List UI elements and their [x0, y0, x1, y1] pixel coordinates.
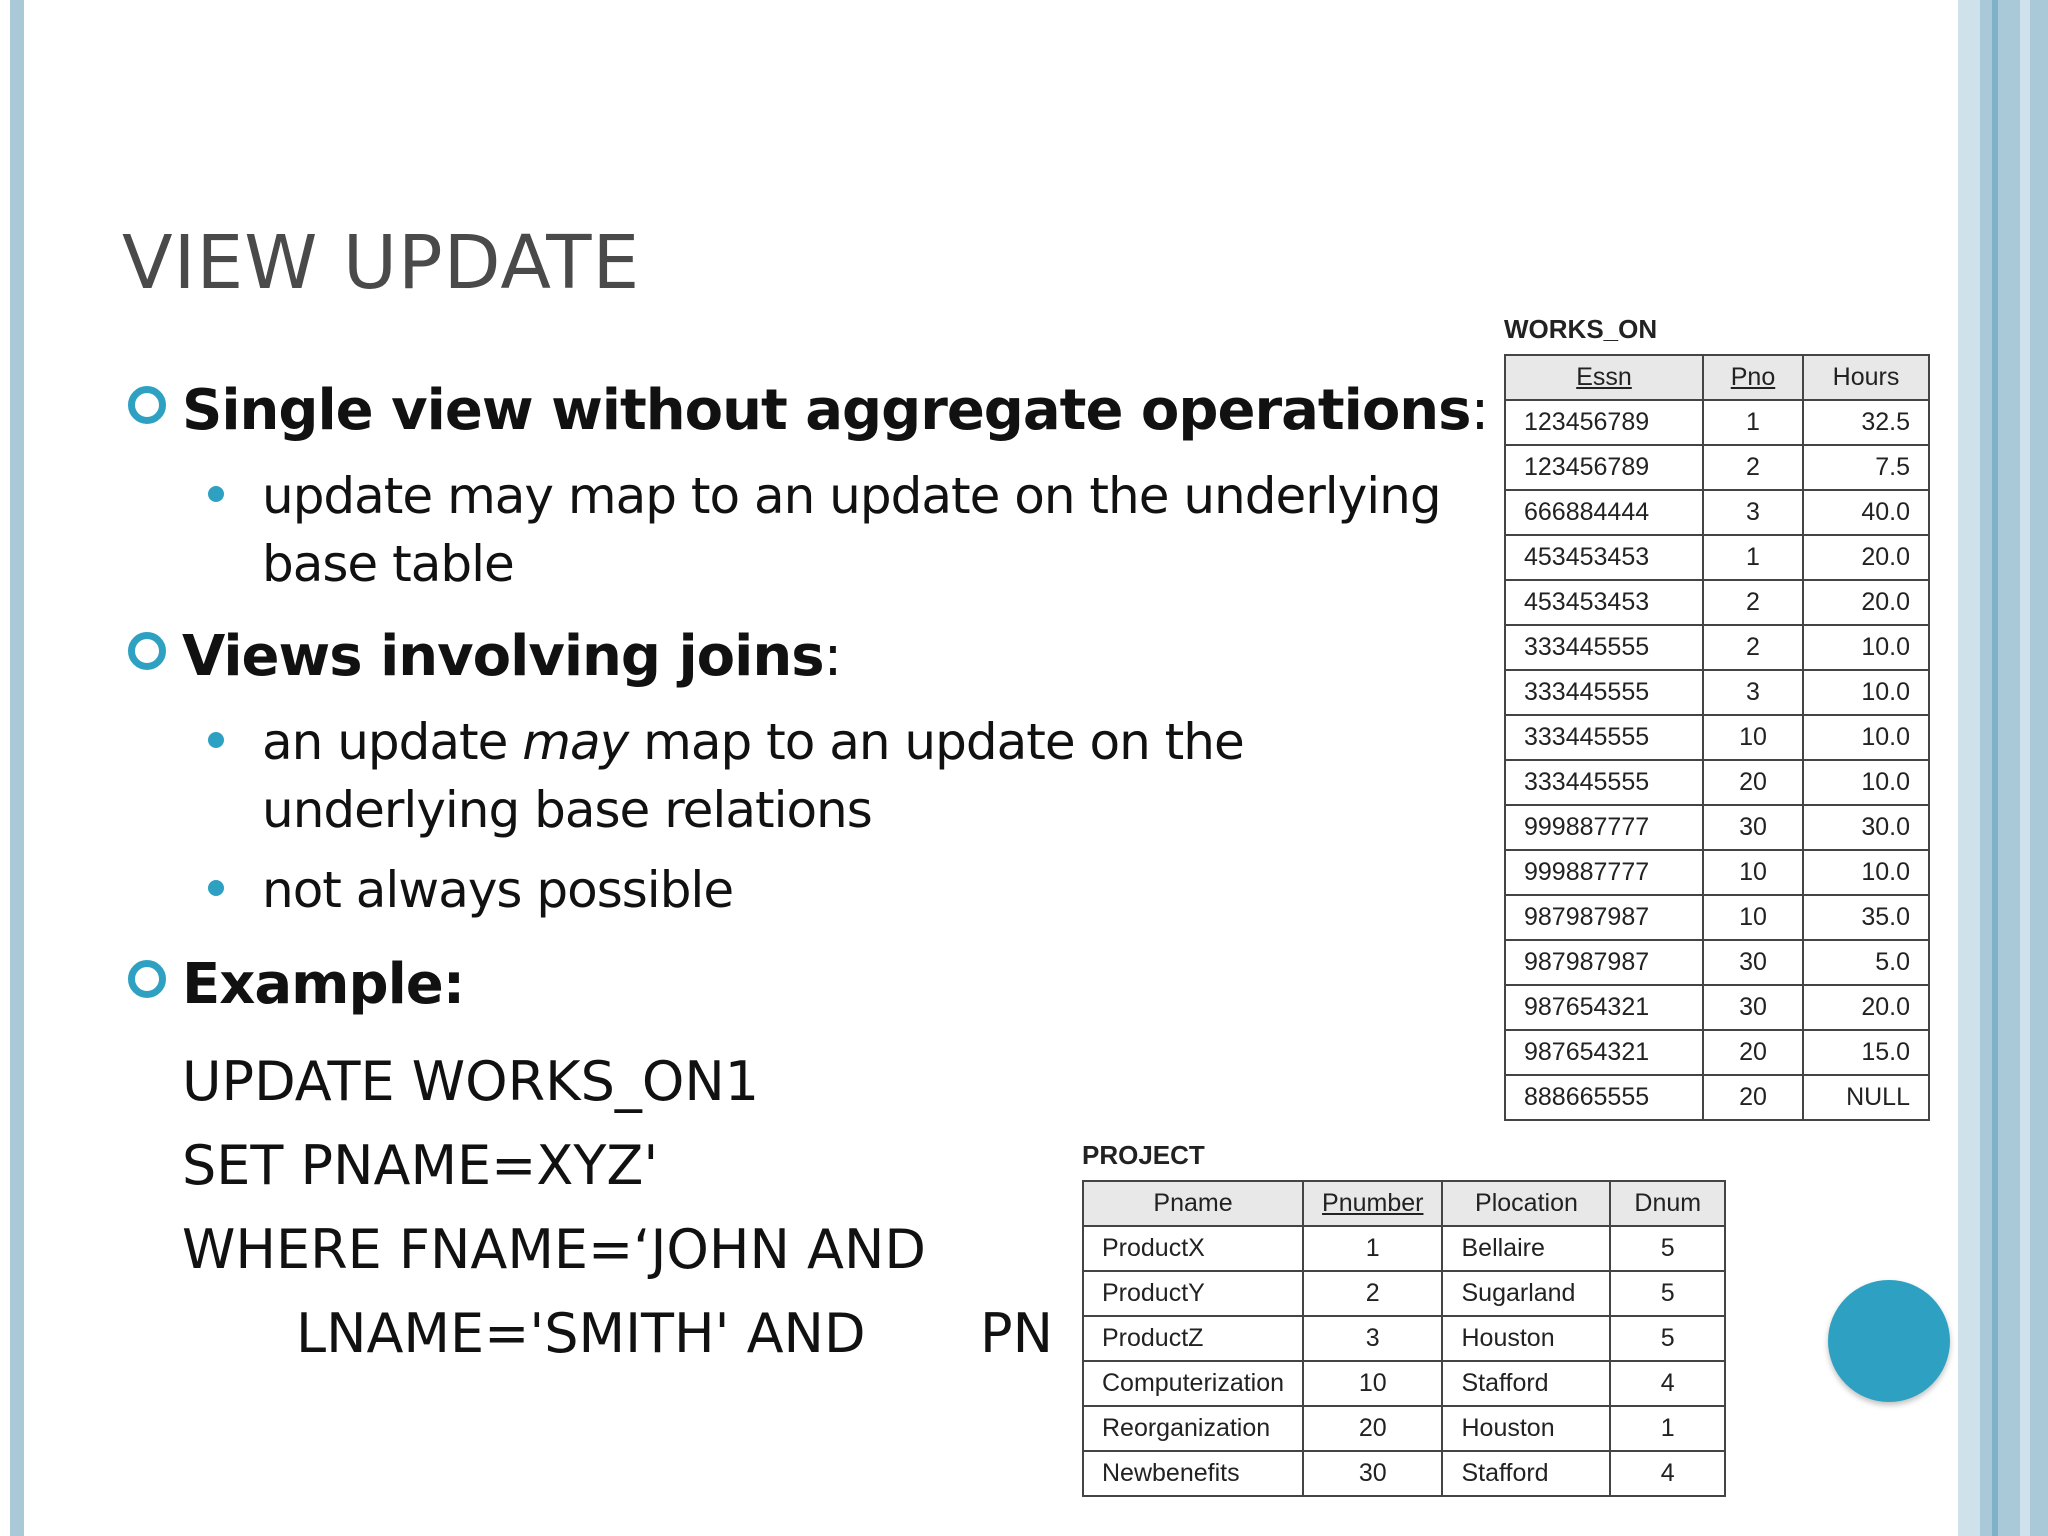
works-on-row-cell: 2 — [1703, 580, 1803, 625]
bullet-1-colon: : — [1470, 378, 1489, 443]
project-col-plocation: Plocation — [1442, 1181, 1610, 1226]
works-on-row — [1505, 670, 1929, 715]
bullet-1-sub-1-text: update may map to an update on the underlying base table — [262, 467, 1441, 593]
works-on-row — [1505, 850, 1929, 895]
right-border-highlight — [1958, 0, 1980, 1536]
works-on-row-cell: 35.0 — [1803, 895, 1929, 940]
bullet-ring-icon — [128, 386, 166, 424]
works-on-body — [1505, 400, 1929, 1120]
project-row — [1083, 1451, 1725, 1496]
bullet-2-sub-1 — [262, 708, 1502, 844]
works-on-row-cell: NULL — [1803, 1075, 1929, 1120]
project-col-pnumber — [1303, 1181, 1442, 1226]
works-on-row-cell: 30.0 — [1803, 805, 1929, 850]
code-line-2: SET PNAME=XYZ' — [182, 1134, 659, 1197]
works-on-row-cell: 999887777 — [1505, 850, 1703, 895]
right-border-highlight-2 — [2020, 0, 2030, 1536]
works-on-row-cell: 2 — [1703, 445, 1803, 490]
sub-bullet-dot-icon — [208, 880, 224, 896]
works-on-row-cell: 1 — [1703, 400, 1803, 445]
project-row-cell: 10 — [1303, 1361, 1442, 1406]
project-row-cell: 5 — [1610, 1271, 1725, 1316]
works-on-col-pno — [1703, 355, 1803, 400]
works-on-col-hours: Hours — [1803, 355, 1929, 400]
works-on-row — [1505, 1030, 1929, 1075]
bullet-2 — [182, 624, 841, 689]
works-on-row-cell: 123456789 — [1505, 400, 1703, 445]
works-on-col-essn-label: Essn — [1576, 363, 1632, 391]
works-on-row-cell: 987987987 — [1505, 895, 1703, 940]
bullet-ring-icon — [128, 960, 166, 998]
project-row-cell: Houston — [1442, 1316, 1610, 1361]
works-on-row — [1505, 400, 1929, 445]
works-on-row-cell: 333445555 — [1505, 760, 1703, 805]
works-on-row-cell: 32.5 — [1803, 400, 1929, 445]
right-border-line — [1992, 0, 1998, 1536]
works-on-row-cell: 333445555 — [1505, 625, 1703, 670]
code-line-3: WHERE FNAME=‘JOHN AND — [182, 1218, 926, 1281]
bullet-3-bold: Example: — [182, 952, 465, 1017]
works-on-row-cell: 20 — [1703, 760, 1803, 805]
bullet-3 — [182, 952, 464, 1017]
works-on-row-cell: 20 — [1703, 1030, 1803, 1075]
works-on-row-cell: 123456789 — [1505, 445, 1703, 490]
works-on-row-cell: 10.0 — [1803, 715, 1929, 760]
works-on-row-cell: 7.5 — [1803, 445, 1929, 490]
project-row-cell: Sugarland — [1442, 1271, 1610, 1316]
works-on-row-cell: 10.0 — [1803, 850, 1929, 895]
works-on-row-cell: 10 — [1703, 715, 1803, 760]
sub-bullet-dot-icon — [208, 486, 224, 502]
project-row — [1083, 1271, 1725, 1316]
bullet-1 — [182, 378, 1488, 443]
project-row-cell: 5 — [1610, 1226, 1725, 1271]
project-label: PROJECT — [1082, 1140, 1205, 1170]
project-row-cell: Stafford — [1442, 1451, 1610, 1496]
code-line-1: UPDATE WORKS_ON1 — [182, 1050, 760, 1113]
project-col-pnumber-label: Pnumber — [1322, 1189, 1424, 1217]
bullet-2-sub-1-emphasis: may — [522, 713, 629, 771]
works-on-label: WORKS_ON — [1504, 314, 1658, 344]
project-row — [1083, 1406, 1725, 1451]
project-table — [1082, 1180, 1726, 1497]
bullet-1-bold: Single view without aggregate operations — [182, 378, 1471, 443]
works-on-row-cell: 20.0 — [1803, 535, 1929, 580]
works-on-row — [1505, 535, 1929, 580]
bullet-ring-icon — [128, 632, 166, 670]
works-on-row — [1505, 940, 1929, 985]
project-row-cell: Stafford — [1442, 1361, 1610, 1406]
project-row-cell: 4 — [1610, 1451, 1725, 1496]
bullet-2-sub-2 — [262, 856, 1462, 924]
project-row — [1083, 1226, 1725, 1271]
project-row-cell: 5 — [1610, 1316, 1725, 1361]
project-row-cell: ProductX — [1083, 1226, 1303, 1271]
project-col-dnum: Dnum — [1610, 1181, 1725, 1226]
works-on-table — [1504, 354, 1930, 1121]
code-line-4: LNAME='SMITH' AND — [296, 1302, 866, 1365]
works-on-row-cell: 333445555 — [1505, 715, 1703, 760]
works-on-row-cell: 30 — [1703, 940, 1803, 985]
works-on-row-cell: 987654321 — [1505, 985, 1703, 1030]
works-on-row-cell: 30 — [1703, 985, 1803, 1030]
sub-bullet-dot-icon — [208, 732, 224, 748]
project-row-cell: ProductZ — [1083, 1316, 1303, 1361]
works-on-row — [1505, 985, 1929, 1030]
works-on-row-cell: 5.0 — [1803, 940, 1929, 985]
works-on-row — [1505, 715, 1929, 760]
works-on-row-cell: 10 — [1703, 850, 1803, 895]
works-on-row-cell: 20 — [1703, 1075, 1803, 1120]
bullet-2-sub-1-pre: an update — [262, 713, 523, 771]
works-on-row-cell: 453453453 — [1505, 580, 1703, 625]
works-on-row-cell: 987987987 — [1505, 940, 1703, 985]
project-row-cell: 30 — [1303, 1451, 1442, 1496]
project-row — [1083, 1361, 1725, 1406]
works-on-row-cell: 3 — [1703, 670, 1803, 715]
project-row-cell: ProductY — [1083, 1271, 1303, 1316]
project-row-cell: 20 — [1303, 1406, 1442, 1451]
works-on-row-cell: 2 — [1703, 625, 1803, 670]
decorative-circle — [1828, 1280, 1950, 1402]
works-on-header-row — [1505, 355, 1929, 400]
project-body — [1083, 1226, 1725, 1496]
works-on-row-cell: 3 — [1703, 490, 1803, 535]
project-row-cell: Bellaire — [1442, 1226, 1610, 1271]
works-on-row-cell: 20.0 — [1803, 580, 1929, 625]
works-on-row-cell: 999887777 — [1505, 805, 1703, 850]
project-row-cell: Reorganization — [1083, 1406, 1303, 1451]
code-line-5-clip — [980, 1300, 1053, 1380]
works-on-row — [1505, 490, 1929, 535]
works-on-row-cell: 333445555 — [1505, 670, 1703, 715]
works-on-row-cell: 666884444 — [1505, 490, 1703, 535]
works-on-row-cell: 15.0 — [1803, 1030, 1929, 1075]
project-row — [1083, 1316, 1725, 1361]
works-on-row-cell: 1 — [1703, 535, 1803, 580]
works-on-row — [1505, 895, 1929, 940]
project-header-row — [1083, 1181, 1725, 1226]
project-row-cell: 4 — [1610, 1361, 1725, 1406]
works-on-row — [1505, 1075, 1929, 1120]
works-on-row-cell: 987654321 — [1505, 1030, 1703, 1075]
project-row-cell: 2 — [1303, 1271, 1442, 1316]
bullet-2-bold: Views involving joins — [182, 624, 824, 689]
works-on-row-cell: 10.0 — [1803, 760, 1929, 805]
works-on-row-cell: 10.0 — [1803, 670, 1929, 715]
works-on-row — [1505, 445, 1929, 490]
project-row-cell: 1 — [1610, 1406, 1725, 1451]
works-on-row-cell: 40.0 — [1803, 490, 1929, 535]
works-on-row-cell: 10 — [1703, 895, 1803, 940]
works-on-row — [1505, 580, 1929, 625]
bullet-2-sub-2-text: not always possible — [262, 861, 734, 919]
works-on-col-essn — [1505, 355, 1703, 400]
project-row-cell: Houston — [1442, 1406, 1610, 1451]
works-on-row — [1505, 805, 1929, 850]
works-on-row-cell: 30 — [1703, 805, 1803, 850]
project-row-cell: 1 — [1303, 1226, 1442, 1271]
bullet-2-sub-1-post: map to an update on the underlying base relations — [262, 713, 1244, 839]
project-row-cell: Computerization — [1083, 1361, 1303, 1406]
slide-title: VIEW UPDATE — [122, 220, 641, 306]
works-on-row-cell: 888665555 — [1505, 1075, 1703, 1120]
project-col-pname: Pname — [1083, 1181, 1303, 1226]
works-on-row — [1505, 760, 1929, 805]
right-border-frame — [1958, 0, 2048, 1536]
works-on-row-cell: 20.0 — [1803, 985, 1929, 1030]
project-row-cell: 3 — [1303, 1316, 1442, 1361]
works-on-row-cell: 10.0 — [1803, 625, 1929, 670]
works-on-col-pno-label: Pno — [1730, 363, 1776, 391]
works-on-row-cell: 453453453 — [1505, 535, 1703, 580]
bullet-2-colon: : — [823, 624, 842, 689]
project-row-cell: Newbenefits — [1083, 1451, 1303, 1496]
bullet-1-sub-1 — [262, 462, 1462, 598]
code-line-5: PN — [980, 1302, 1053, 1365]
works-on-row — [1505, 625, 1929, 670]
left-border-bar — [10, 0, 24, 1536]
